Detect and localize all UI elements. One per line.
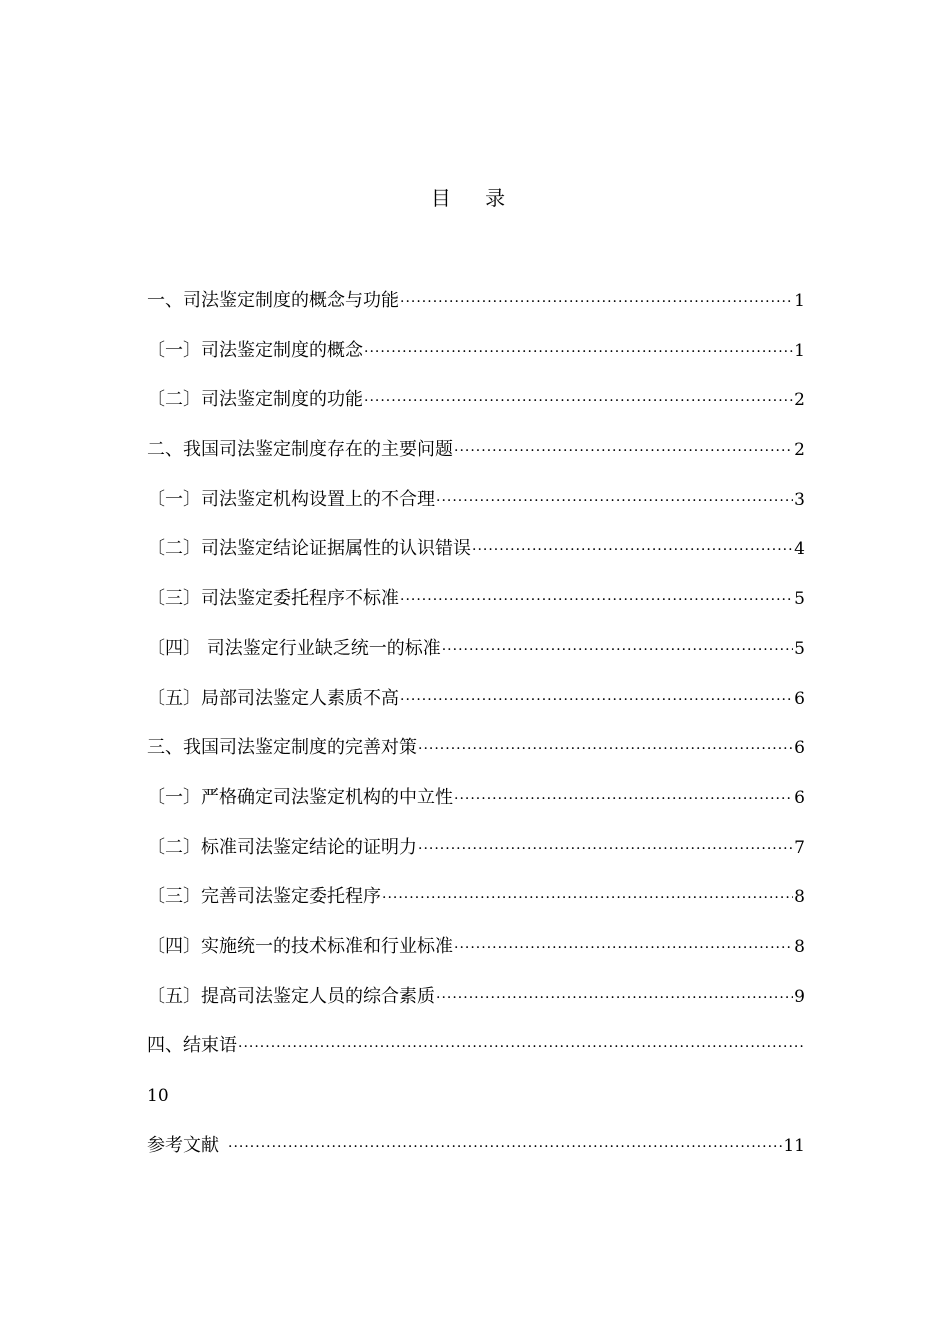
toc-entry-page: 2: [794, 440, 805, 461]
toc-leader-dots: [382, 884, 793, 912]
toc-leader-dots: [442, 636, 793, 664]
toc-entry[interactable]: [147, 635, 805, 663]
toc-leader-dots: [436, 487, 793, 515]
toc-leader-dots: [436, 984, 793, 1012]
toc-entry-page: 1: [794, 291, 805, 311]
toc-entry-text: 〔一〕司法鉴定机构设置上的不合理: [147, 488, 435, 510]
toc-entry-text: 三、我国司法鉴定制度的完善对策: [147, 737, 417, 759]
toc-leader-dots: [472, 536, 793, 564]
toc-entry[interactable]: [147, 585, 805, 613]
toc-entry[interactable]: [147, 734, 805, 762]
toc-entry[interactable]: [147, 486, 805, 514]
toc-leader-dots: [418, 735, 793, 763]
toc-entry-page: 2: [794, 390, 805, 411]
toc-leader-dots: [228, 1133, 782, 1161]
toc-leader-dots: [400, 686, 793, 714]
toc-entry-text: 〔三〕司法鉴定委托程序不标准: [147, 588, 399, 610]
toc-leader-dots: [454, 437, 793, 465]
toc-entry-page: 1: [794, 340, 805, 361]
toc-entry[interactable]: [147, 287, 805, 315]
toc-entry-page: 7: [794, 837, 805, 858]
toc-entry-page: 8: [794, 936, 805, 957]
toc-entry-page: 4: [794, 539, 805, 560]
toc-entry-text: 〔四〕实施统一的技术标准和行业标准: [147, 935, 453, 957]
toc-entry-page: 3: [794, 489, 805, 510]
toc-entry[interactable]: [147, 784, 805, 812]
toc-entry-text: 〔一〕司法鉴定制度的概念: [147, 339, 363, 361]
toc-entry-page: 9: [794, 986, 805, 1007]
toc-entry-text: 〔二〕司法鉴定制度的功能: [147, 389, 363, 411]
toc-entry-page: 6: [794, 787, 805, 808]
toc-entry[interactable]: [147, 1032, 805, 1060]
toc-entry-page: 6: [794, 738, 805, 759]
toc-entry-text: 〔二〕司法鉴定结论证据属性的认识错误: [147, 538, 471, 560]
toc-entry[interactable]: [147, 436, 805, 464]
toc-entry-text: 二、我国司法鉴定制度存在的主要问题: [147, 439, 453, 461]
toc-entry-page: 5: [794, 638, 805, 659]
toc-entry[interactable]: [147, 685, 805, 713]
toc-entry[interactable]: [147, 834, 805, 862]
toc-entry-page: 10: [147, 1086, 169, 1106]
toc-leader-dots: [364, 387, 793, 415]
toc-leader-dots: [364, 338, 793, 366]
toc-leader-dots: [400, 586, 793, 614]
toc-entry-text: 〔一〕严格确定司法鉴定机构的中立性: [147, 786, 453, 808]
toc-list: [147, 287, 805, 1181]
toc-entry-text: 参考文献: [147, 1134, 219, 1156]
toc-entry-text: 〔三〕完善司法鉴定委托程序: [147, 886, 381, 908]
toc-leader-dots: [454, 934, 793, 962]
toc-entry[interactable]: [147, 386, 805, 414]
toc-entry-text: 〔二〕标准司法鉴定结论的证明力: [147, 836, 417, 858]
toc-entry-text: 四、结束语: [147, 1035, 237, 1057]
toc-entry-text: 〔五〕局部司法鉴定人素质不高: [147, 687, 399, 709]
toc-entry-page: 5: [794, 589, 805, 610]
toc-title: 目 录: [430, 186, 520, 210]
toc-entry[interactable]: [147, 337, 805, 365]
toc-entry[interactable]: [147, 983, 805, 1011]
toc-entry-page: 11: [783, 1135, 805, 1156]
toc-leader-dots: [454, 785, 793, 813]
toc-entry-text: 〔五〕提高司法鉴定人员的综合素质: [147, 985, 435, 1007]
toc-leader-dots: [238, 1033, 805, 1061]
toc-entry[interactable]: [147, 1132, 805, 1160]
toc-entry-page: 6: [794, 688, 805, 709]
toc-entry-text: 〔四〕 司法鉴定行业缺乏统一的标准: [147, 637, 441, 659]
toc-entry-text: 一、司法鉴定制度的概念与功能: [147, 290, 399, 311]
toc-entry[interactable]: [147, 933, 805, 961]
toc-entry[interactable]: [147, 535, 805, 563]
toc-leader-dots: [400, 288, 793, 316]
toc-leader-dots: [418, 835, 793, 863]
toc-entry[interactable]: [147, 883, 805, 911]
toc-entry-page: 8: [794, 887, 805, 908]
